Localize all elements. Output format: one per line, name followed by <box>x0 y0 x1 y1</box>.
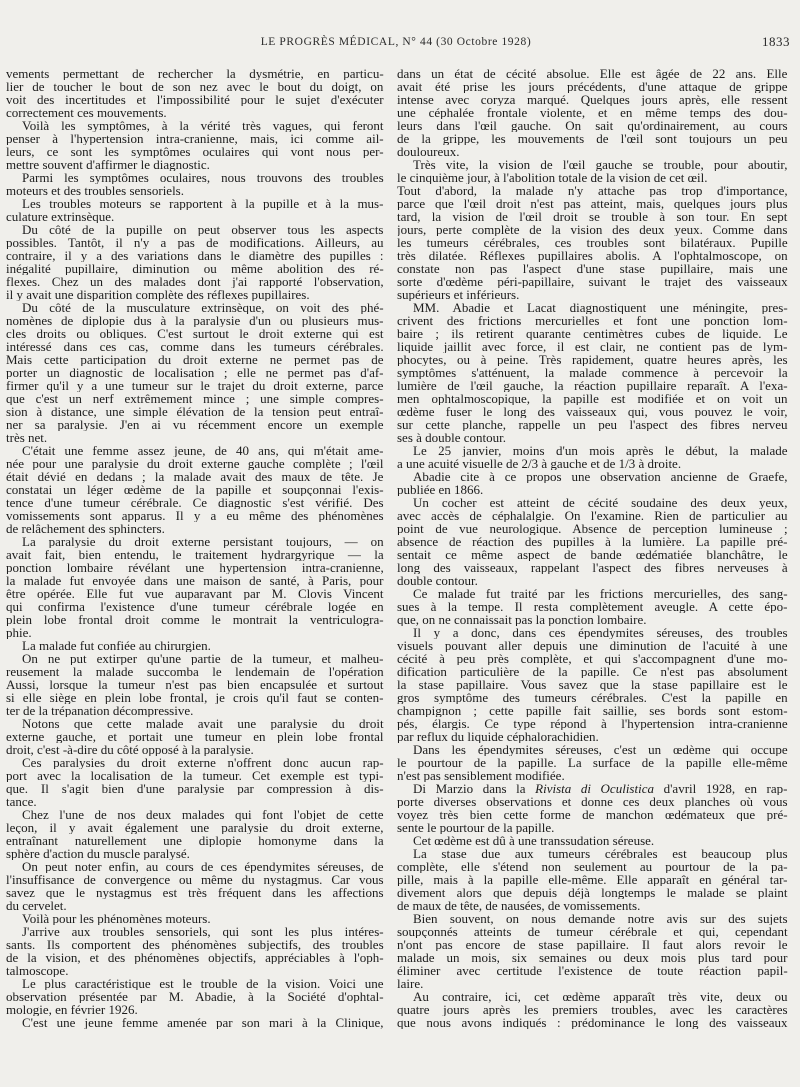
text-line: voit des incertitudes et l'impossibilité pour le sujet d'exécuter <box>6 93 384 106</box>
text-line: Du côté de la pupille on peut observer tous les aspects <box>22 223 384 236</box>
left-column <box>6 67 384 1029</box>
running-header-title: LE PROGRÈS MÉDICAL, N° 44 (30 Octobre 1928) <box>260 36 532 48</box>
text-line: Voilà les symptômes, à la vérité très vagues, qui feront <box>22 119 384 132</box>
text-line: pille, mais à la papille elle-même. Elle apparaît en général tar- <box>397 873 788 886</box>
text-line: champignon ; cette papille fait saillie, ses bords sont estom- <box>397 704 788 717</box>
text-line: crivent des frictions mercurielles et font une ponction lom- <box>397 314 788 327</box>
text-line: si elle siège en plein lobe frontal, je crois qu'il faut se conten- <box>6 691 384 704</box>
text-line: ponction lombaire révélant une hypertension intra-cranienne, <box>6 561 384 574</box>
text-line: leçon, il y avait également une paralysie du droit externe, <box>6 821 384 834</box>
text-line: long des vaisseaux, rappelant l'aspect des fibres nerveuses à <box>397 561 788 574</box>
text-line: Aussi, lorsque la tumeur n'est pas bien encapsulée et surtout <box>6 678 384 691</box>
text-line: La malade fut confiée au chirurgien. <box>22 639 211 652</box>
text-line: Le 25 janvier, moins d'un mois après le début, la malade <box>413 444 788 457</box>
text-line: Cet œdème est dû à une transsudation séreuse. <box>413 834 655 847</box>
text-line: tard, la vision de l'œil droit se trouble à son tour. En sept <box>397 210 788 223</box>
text-line: très net. <box>6 431 48 444</box>
text-line: sphère d'action du muscle paralysé. <box>6 847 190 860</box>
text-line: Dans les épendymites séreuses, c'est un œdème qui occupe <box>413 743 788 756</box>
text-line: par reflux du liquide céphalorachidien. <box>397 730 599 743</box>
text-line: possibles. Tantôt, il n'y a pas de modifications. Ailleurs, au <box>6 236 384 249</box>
text-line: symptômes s'atténuent, la malade commence à percevoir la <box>397 366 788 379</box>
text-line: phie. <box>6 626 32 639</box>
text-line: que nous avons indiqués : prédominance le long des vaisseaux <box>397 1016 788 1029</box>
text-line: était dévié en dedans ; la malade avait des maux de tête. Je <box>6 470 384 483</box>
text-line: Les troubles moteurs se rapportent à la pupille et à la mus- <box>22 197 384 210</box>
text-line: sente le pourtour de la papille. <box>397 821 555 834</box>
text-line: n'est pas sensiblement modifiée. <box>397 769 565 782</box>
page-number: 1833 <box>762 34 790 49</box>
text-line: constatai un léger œdème de la papille et soupçonnai l'exis- <box>6 483 384 496</box>
right-column <box>397 67 788 1029</box>
text-line: moteurs et des troubles sensoriels. <box>6 184 184 197</box>
text-line: plein lobe frontal droit comme le montrait la ventriculogra- <box>6 613 384 626</box>
text-line: complète, elle s'étend non seulement au pourtour de la pa- <box>397 860 788 873</box>
text-line: que c'est un nerf extrêmement mince ; une simple compres- <box>6 392 384 405</box>
text-line: reusement la malade succomba le lendemain de l'opération <box>6 665 384 678</box>
text-line: publiée en 1866. <box>397 483 484 496</box>
text-line <box>397 782 788 795</box>
text-line: parce que l'œil droit n'est pas atteint, mais, quelques jours plus <box>397 197 788 210</box>
text-line: que. Il s'agit bien d'une paralysie par compression à dis- <box>6 782 384 795</box>
text-line: absence de réaction des pupilles à la lumière. La papille pré- <box>397 535 788 548</box>
text-line: correctement ces mouvements. <box>6 106 167 119</box>
text-line: Mais cette participation du droit externe ne permet pas de <box>6 353 384 366</box>
text-line: cles droits ou obliques. C'est surtout le droit externe qui est <box>6 327 384 340</box>
text-line: de relâchement des sphincters. <box>6 522 165 535</box>
text-line: C'était une femme assez jeune, de 40 ans, qui m'était ame- <box>22 444 384 457</box>
text-line: MM. Abadie et Lacat diagnostiquent une méningite, pres- <box>413 301 788 314</box>
text-line: que, on ne connaissait pas la ponction lombaire. <box>397 613 647 626</box>
text-line: constate non pas l'aspect d'une stase pupillaire, mais une <box>397 262 788 275</box>
text-line: contraire, il y a des variations dans le diamètre des pupilles : <box>6 249 384 262</box>
text-line: soupçonnés atteints de tumeur cérébrale et qui, cependant <box>397 925 788 938</box>
text-line: visuels pouvant aller depuis une diminution de l'acuité à une <box>397 639 788 652</box>
text-line: mologie, en février 1926. <box>6 1003 138 1016</box>
text-line: droit, c'est -à-dire du côté opposé à la paralysie. <box>6 743 254 756</box>
text-line: de maux de tête, de nausées, de vomissements. <box>397 899 641 912</box>
text-line: cécité à peu près complète, et qui s'accompagnent d'une mo- <box>397 652 788 665</box>
text-line: talmoscope. <box>6 964 69 977</box>
text-line: tence d'une tumeur cérébrale. Ce diagnostic s'est vérifié. Des <box>6 496 384 509</box>
text-line: très dilatée. Réflexes pupillaires abolis. A l'ophtalmoscope, on <box>397 249 788 262</box>
text-line: leurs, ce sont les symptômes oculaires qui vont nous per- <box>6 145 384 158</box>
text-line: quatre jours après les premiers troubles, avec les caractères <box>397 1003 788 1016</box>
text-line: une céphalée frontale violente, et en même temps des dou- <box>397 106 788 119</box>
text-line: Le plus caractéristique est le trouble de la vision. Voici une <box>22 977 384 990</box>
text-line: la stase papillaire. Vous savez que la stase papillaire est le <box>397 678 788 691</box>
text-line: avait été prise les jours précédents, d'une attaque de grippe <box>397 80 788 93</box>
text-line: Au contraire, ici, cet œdème apparaît très vite, deux ou <box>413 990 788 1003</box>
text-line: porte diverses observations et donne ces deux planches où vous <box>397 795 788 808</box>
text-line: lier de toucher le bout de son nez avec le bout du doigt, on <box>6 80 384 93</box>
text-line: phocytes, ou à peine. Très rapidement, quatre heures après, les <box>397 353 788 366</box>
text-line: flexes. Chez un des malades dont j'ai rapporté l'observation, <box>6 275 384 288</box>
text-line: divement alors que depuis déjà longtemps le malade se plaint <box>397 886 788 899</box>
text-line: ter de la trépanation décompressive. <box>6 704 194 717</box>
text-line: mettre souvent d'affirmer le diagnostic. <box>6 158 210 171</box>
text-line: penser à l'hypertension intra-cranienne, mais, ici comme ail- <box>6 132 384 145</box>
text-line: intense avec coryza marqué. Quelques jours après, elle ressent <box>397 93 788 106</box>
text-line: intéressé dans ces cas, comme dans les tumeurs cérébrales. <box>6 340 384 353</box>
journal-title: Rivista di Oculistica <box>535 782 654 795</box>
text-line: la malade fut envoyée dans une maison de santé, à Paris, pour <box>6 574 384 587</box>
text-line: avec accès de céphalalgie. On l'examine. Rien de particulier au <box>397 509 788 522</box>
text-line: Notons que cette malade avait une paralysie du droit <box>22 717 384 730</box>
text-line: firmer qu'il y a une tumeur sur le trajet du droit externe, parce <box>6 379 384 392</box>
text-line: Très vite, la vision de l'œil gauche se trouble, pour aboutir, <box>413 158 788 171</box>
text-line: Ce malade fut traité par les frictions mercurielles, des sang- <box>413 587 788 600</box>
text-line: Bien souvent, on nous demande notre avis sur des sujets <box>413 912 788 925</box>
text-line: pés, élargis. Ce type répond à l'hypertension intra-cranienne <box>397 717 788 730</box>
text-line: malade un mois, six semaines ou deux mois plus tard pour <box>397 951 788 964</box>
text-line: ses à double contour. <box>397 431 507 444</box>
text-line: sur cette planche, rappelle un peu l'aspect des fibres nerveu <box>397 418 788 431</box>
text-line: vomissements sont apparus. Il y a eu même des phénomènes <box>6 509 384 522</box>
text-line: supérieurs et inférieurs. <box>397 288 520 301</box>
text-line: point de vue neurologique. Absence de perception lumineuse ; <box>397 522 788 535</box>
text-line: éliminer avec certitude l'existence de toute réaction papil- <box>397 964 788 977</box>
text-line: La paralysie du droit externe persistant toujours, — on <box>22 535 384 548</box>
text-line: port avec la localisation de la tumeur. Cet exemple est typi- <box>6 769 384 782</box>
text-line: œdème fuser le long des vaisseaux qui, vous pouvez le voir, <box>397 405 788 418</box>
text-line: On ne put extirper qu'une partie de la tumeur, et malheu- <box>22 652 384 665</box>
text-line: baire ; ils retirent quarante centimètres cubes de liquide. Le <box>397 327 788 340</box>
text-line: nomènes de diplopie dus à la paralysie d'un ou plusieurs mus- <box>6 314 384 327</box>
text-line: On peut noter enfin, au cours de ces épendymites séreuses, de <box>22 860 384 873</box>
text-line: du cervelet. <box>6 899 67 912</box>
text-line: dans un état de cécité absolue. Elle est âgée de 22 ans. Elle <box>397 67 788 80</box>
text-line: C'est une jeune femme amenée par son mari à la Clinique, <box>22 1016 384 1029</box>
text-line: Parmi les symptômes oculaires, nous trouvons des troubles <box>22 171 384 184</box>
text-line: inégalité pupillaire, diminution ou même abolition des ré- <box>6 262 384 275</box>
text-line: La stase due aux tumeurs cérébrales est beaucoup plus <box>413 847 788 860</box>
text-line: de la grippe, les mouvements de l'œil sont toujours un peu <box>397 132 788 145</box>
text-line: le pourtour de la papille. La surface de la papille elle-même <box>397 756 788 769</box>
text-line: J'arrive aux troubles sensoriels, qui sont les plus intéres- <box>22 925 384 938</box>
text-line: l'insuffisance de convergence ou même du nystagmus. Car vous <box>6 873 384 886</box>
text-run: Di Marzio dans la <box>413 782 536 795</box>
text-line: sorte d'œdème péri-papillaire, suivant le trajet des vaisseaux <box>397 275 788 288</box>
text-line: lumière de l'œil gauche, la réaction pupillaire reparaît. A l'exa- <box>397 379 788 392</box>
text-run: d'avril 1928, en rap- <box>653 782 788 795</box>
text-line: Il y a donc, dans ces épendymites séreuses, des troubles <box>413 626 788 639</box>
text-line: laire. <box>397 977 424 990</box>
text-line: dification particulière de la papille. Ce n'est pas absolument <box>397 665 788 678</box>
text-line: voyez très bien cette forme de manchon œdémateux que pré- <box>397 808 788 821</box>
text-line: Du côté de la musculature extrinsèque, on voit des phé- <box>22 301 384 314</box>
text-line: douloureux. <box>397 145 460 158</box>
text-line: Ces paralysies du droit externe n'offrent donc aucun rap- <box>22 756 384 769</box>
text-line: qui confirma l'existence d'une tumeur cérébrale logée en <box>6 600 384 613</box>
text-line: sants. Ils comportent des phénomènes subjectifs, des troubles <box>6 938 384 951</box>
text-line: jours, perte complète de la vision des deux yeux. Comme dans <box>397 223 788 236</box>
text-line: liquide jaillit avec force, il est clair, ne contient pas de lym- <box>397 340 788 353</box>
text-line: vements permettant de rechercher la dysmétrie, en particu- <box>6 67 384 80</box>
text-line: sentait ce même aspect de bande œdématiée blanchâtre, le <box>397 548 788 561</box>
text-line: de la vision, et des phénomènes objectifs, appréciables à l'oph- <box>6 951 384 964</box>
text-line: ner sa paralysie. J'en ai vu récemment encore un exemple <box>6 418 384 431</box>
text-line: leurs dans l'œil gauche. On sait qu'ordinairement, au cours <box>397 119 788 132</box>
text-line: être opérée. Elle fut vue auparavant par M. Clovis Vincent <box>6 587 384 600</box>
text-line: externe gauche, et portait une tumeur en plein lobe frontal <box>6 730 384 743</box>
text-line: Abadie cite à ce propos une observation ancienne de Graefe, <box>413 470 788 483</box>
text-line: men ophtalmoscopique, la papille est modifiée et on voit un <box>397 392 788 405</box>
text-line: n'ont pas encore de stase papillaire. Il faut alors revoir le <box>397 938 788 951</box>
text-line: porter un diagnostic de localisation ; elle ne permet pas d'af- <box>6 366 384 379</box>
text-line: culature extrinsèque. <box>6 210 115 223</box>
text-line: il y avait une disparition complète des réflexes pupillaires. <box>6 288 310 301</box>
text-line: observation présentée par M. Abadie, à la Société d'ophtal- <box>6 990 384 1003</box>
text-line: tance. <box>6 795 37 808</box>
text-line: double contour. <box>397 574 478 587</box>
text-line: savez que le nystagmus est très fréquent dans les affections <box>6 886 384 899</box>
text-line: avait fait, bien entendu, le traitement hydrargyrique — la <box>6 548 384 561</box>
text-line: sues à la tempe. Il resta complètement aveugle. A cette épo- <box>397 600 788 613</box>
text-line: Un cocher est atteint de cécité soudaine des deux yeux, <box>413 496 788 509</box>
text-line: entraînant naturellement une diplopie homonyme dans la <box>6 834 384 847</box>
text-line: Voilà pour les phénomènes moteurs. <box>22 912 211 925</box>
text-line: a une acuité visuelle de 2/3 à gauche et de 1/3 à droite. <box>397 457 682 470</box>
text-line: sion à distance, une simple élévation de la tension peut entraî- <box>6 405 384 418</box>
text-line: Chez l'une de nos deux malades qui font l'objet de cette <box>22 808 384 821</box>
text-line: les tumeurs cérébrales, ces troubles sont bilatéraux. Pupille <box>397 236 788 249</box>
text-line: née pour une paralysie du droit externe gauche complète ; l'œil <box>6 457 384 470</box>
text-line: gros symptôme des tumeurs cérébrales. C'est la papille en <box>397 691 788 704</box>
text-line: le cinquième jour, à l'abolition totale de la vision de cet œil. <box>397 171 708 184</box>
text-line: Tout d'abord, la malade n'y attache pas trop d'importance, <box>397 184 788 197</box>
